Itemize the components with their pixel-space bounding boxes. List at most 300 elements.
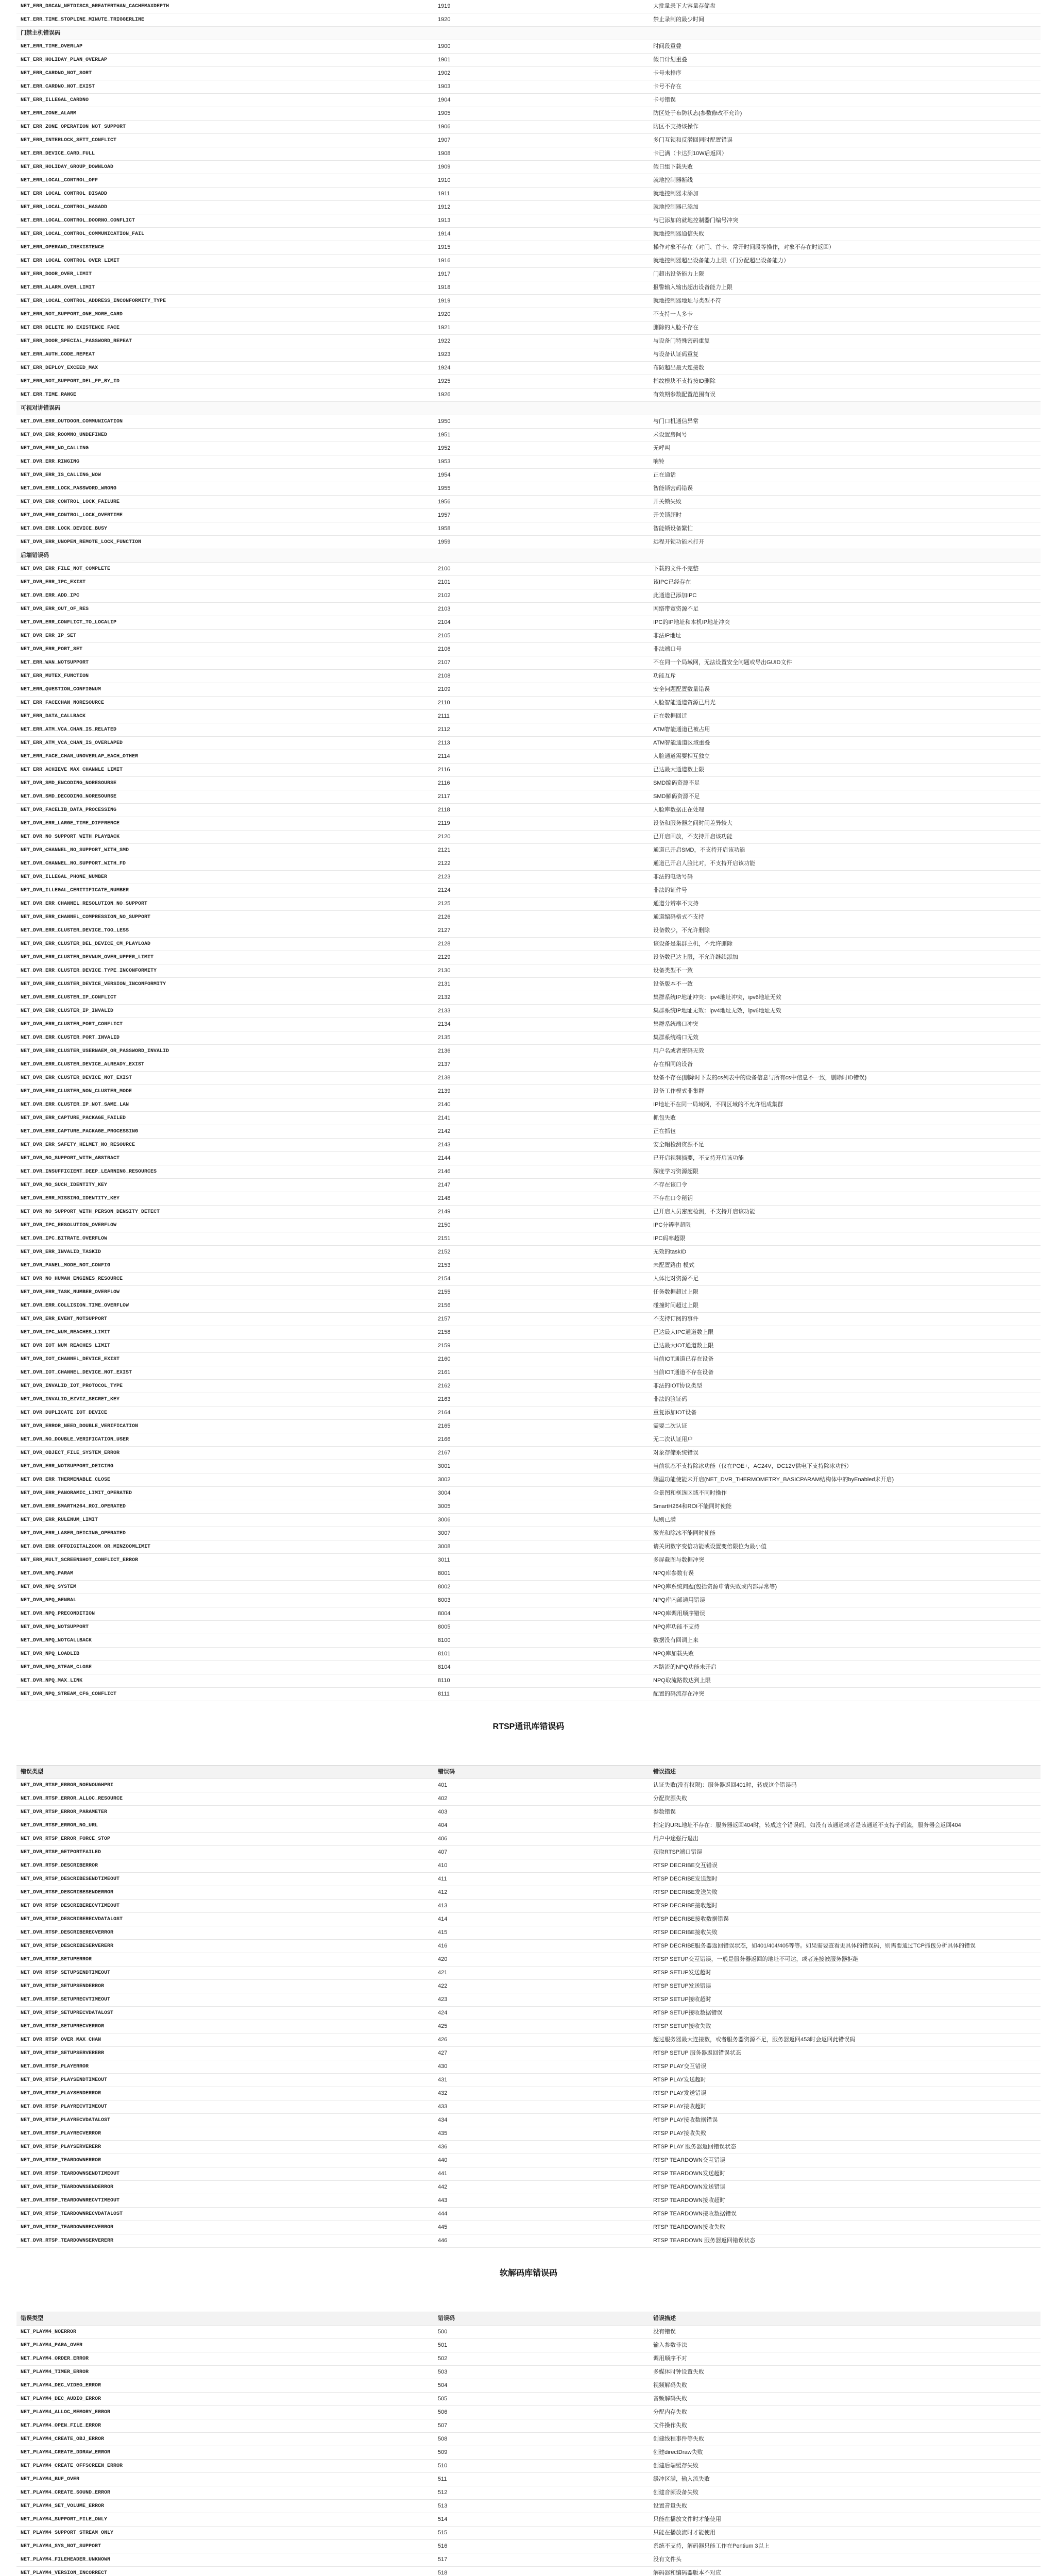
error-name-cell: NET_DVR_RTSP_PLAYSENDTIMEOUT: [16, 2074, 434, 2087]
error-name-cell: NET_DVR_ERR_CLUSTER_DEVICE_VERSION_INCONFORMITY: [16, 978, 434, 991]
error-code-cell: 8110: [434, 1674, 649, 1688]
error-name-cell: NET_DVR_SMD_ENCODING_NORESOURSE: [16, 777, 434, 790]
error-code-cell: 3005: [434, 1500, 649, 1514]
error-desc-cell: 分配资源失败: [649, 1792, 1041, 1806]
error-desc-cell: 创建directDraw失败: [649, 2446, 1041, 2460]
table-row: [16, 147, 1041, 161]
error-code-cell: 2155: [434, 1286, 649, 1299]
table-row: [16, 1152, 1041, 1165]
error-name-cell: NET_PLAYM4_ORDER_ERROR: [16, 2352, 434, 2366]
error-desc-cell: 请关闭数字变倍功能或设置变倍限位为最小值: [649, 1540, 1041, 1554]
error-name-cell: NET_DVR_NO_HUMAN_ENGINES_RESOURCE: [16, 1273, 434, 1286]
error-name-cell: NET_DVR_CHANNEL_NO_SUPPORT_WITH_FD: [16, 857, 434, 871]
error-code-cell: 504: [434, 2379, 649, 2393]
table-row: [16, 1273, 1041, 1286]
column-header-code: 错误码: [434, 2312, 649, 2326]
error-name-cell: NET_DVR_RTSP_DESCRIBERECVTIMEOUT: [16, 1900, 434, 1913]
error-name-cell: NET_DVR_RTSP_DESCRIBESENDTIMEOUT: [16, 1873, 434, 1886]
error-code-cell: 403: [434, 1806, 649, 1819]
error-code-cell: 423: [434, 1993, 649, 2007]
table-row: [16, 2446, 1041, 2460]
error-desc-cell: RTSP SETUP接收超时: [649, 1993, 1041, 2007]
error-name-cell: NET_PLAYM4_DEC_VIDEO_ERROR: [16, 2379, 434, 2393]
error-name-cell: NET_DVR_NPQ_LOADLIB: [16, 1648, 434, 1661]
table-row: [16, 1286, 1041, 1299]
error-code-cell: 2106: [434, 643, 649, 656]
table-row: [16, 80, 1041, 94]
error-name-cell: NET_PLAYM4_SUPPORT_STREAM_ONLY: [16, 2527, 434, 2540]
error-desc-cell: 当前状态不支持除冰功能（仅在POE+，AC24V，DC12V供电下支持除冰功能）: [649, 1460, 1041, 1473]
error-code-cell: 1914: [434, 228, 649, 241]
error-desc-cell: 已达最大IOT通道数上限: [649, 1340, 1041, 1353]
error-code-cell: 8004: [434, 1607, 649, 1621]
error-name-cell: NET_ERR_DEVICE_CARD_FULL: [16, 147, 434, 161]
error-code-cell: 2110: [434, 697, 649, 710]
rtsp-error-table: [16, 1765, 1041, 2248]
error-desc-cell: 该设备是集群主机，不允许删除: [649, 938, 1041, 951]
table-row: [16, 188, 1041, 201]
error-desc-cell: RTSP DECRIBE发送超时: [649, 1873, 1041, 1886]
table-row: [16, 924, 1041, 938]
error-name-cell: NET_DVR_RTSP_SETUPRECVTIMEOUT: [16, 1993, 434, 2007]
error-desc-cell: 防区处于布防状态(参数修改不允许): [649, 107, 1041, 121]
error-code-cell: 1923: [434, 348, 649, 362]
table-row: [16, 1085, 1041, 1098]
error-desc-cell: 就地控制器断线: [649, 174, 1041, 188]
error-desc-cell: RTSP TEARDOWN接收失败: [649, 2221, 1041, 2234]
error-name-cell: NET_DVR_RTSP_DESCRIBERECVERROR: [16, 1926, 434, 1940]
error-desc-cell: 设备不存在(删除时下发的cs列表中的设备信息与所有cs中信息不一致，删除时ID错误): [649, 1072, 1041, 1085]
error-name-cell: NET_DVR_RTSP_SETUPRECVERROR: [16, 2020, 434, 2033]
error-desc-cell: RTSP TEARDOWN发送超时: [649, 2167, 1041, 2181]
error-name-cell: NET_DVR_RTSP_ERROR_NO_URL: [16, 1819, 434, 1833]
table-row: [16, 2419, 1041, 2433]
error-desc-cell: 重复添加IOT设备: [649, 1406, 1041, 1420]
table-row: [16, 831, 1041, 844]
error-code-cell: 2144: [434, 1152, 649, 1165]
player-error-table: [16, 2312, 1041, 2576]
error-code-cell: 2119: [434, 817, 649, 831]
error-code-cell: 1951: [434, 429, 649, 442]
table-row: [16, 335, 1041, 348]
table-row: [16, 2500, 1041, 2513]
table-row: [16, 1098, 1041, 1112]
error-name-cell: NET_DVR_ERR_CLUSTER_PORT_INVALID: [16, 1031, 434, 1045]
error-name-cell: NET_ERR_CARDNO_NOT_SORT: [16, 67, 434, 80]
error-desc-cell: RTSP PLAY接收失败: [649, 2127, 1041, 2141]
error-desc-cell: RTSP PLAY交互错误: [649, 2060, 1041, 2074]
table-row: [16, 737, 1041, 750]
error-name-cell: NET_DVR_ERR_COLLISION_TIME_OVERFLOW: [16, 1299, 434, 1313]
error-desc-cell: 当前IOT通道不存在设备: [649, 1366, 1041, 1380]
error-code-cell: 2131: [434, 978, 649, 991]
error-desc-cell: 无二次认证用户: [649, 1433, 1041, 1447]
table-row: [16, 1621, 1041, 1634]
error-name-cell: NET_DVR_ERR_LOCK_DEVICE_BUSY: [16, 522, 434, 536]
table-row: [16, 777, 1041, 790]
error-code-cell: 3002: [434, 1473, 649, 1487]
error-name-cell: NET_DVR_NPQ_PARAM: [16, 1567, 434, 1581]
error-code-cell: 503: [434, 2366, 649, 2379]
error-code-cell: 1913: [434, 214, 649, 228]
table-row: [16, 857, 1041, 871]
error-code-cell: 1906: [434, 121, 649, 134]
error-code-cell: 1958: [434, 522, 649, 536]
error-code-cell: 8104: [434, 1661, 649, 1674]
error-name-cell: NET_PLAYM4_SYS_NOT_SUPPORT: [16, 2540, 434, 2553]
group-header-row: [16, 27, 1041, 40]
error-desc-cell: 非法IP地址: [649, 630, 1041, 643]
table-row: [16, 415, 1041, 429]
error-desc-cell: 通道编码格式不支持: [649, 911, 1041, 924]
error-name-cell: NET_DVR_RTSP_ERROR_PARAMETER: [16, 1806, 434, 1819]
table-row: [16, 1406, 1041, 1420]
error-desc-cell: 卡号未排序: [649, 67, 1041, 80]
table-row: [16, 2074, 1041, 2087]
table-row: [16, 603, 1041, 616]
error-desc-cell: 参数错误: [649, 1806, 1041, 1819]
error-name-cell: NET_DVR_ERR_CLUSTER_DEL_DEVICE_CM_PLAYLOAD: [16, 938, 434, 951]
error-name-cell: NET_DVR_ERR_CONTROL_LOCK_FAILURE: [16, 496, 434, 509]
table-row: [16, 1594, 1041, 1607]
table-header-row: [16, 1766, 1041, 1779]
error-desc-cell: 多媒体时钟设置失败: [649, 2366, 1041, 2379]
error-code-cell: 446: [434, 2234, 649, 2248]
error-desc-cell: 操作对象不存在（对门、首卡、常开时间段等操作，对象不存在时返回）: [649, 241, 1041, 255]
error-desc-cell: 已开启人员密度检测，不支持开启该功能: [649, 1206, 1041, 1219]
error-code-cell: 2166: [434, 1433, 649, 1447]
error-code-cell: 8100: [434, 1634, 649, 1648]
error-desc-cell: RTSP DECRIBE接收数据错误: [649, 1913, 1041, 1926]
table-row: [16, 509, 1041, 522]
error-name-cell: NET_DVR_INVALID_IOT_PROTOCOL_TYPE: [16, 1380, 434, 1393]
error-desc-cell: ATM智能通道已被占用: [649, 723, 1041, 737]
table-row: [16, 2540, 1041, 2553]
error-code-cell: 416: [434, 1940, 649, 1953]
error-desc-cell: 防区不支持该操作: [649, 121, 1041, 134]
error-code-cell: 1959: [434, 536, 649, 549]
error-desc-cell: ATM智能通道区域重叠: [649, 737, 1041, 750]
error-code-cell: 3006: [434, 1514, 649, 1527]
error-code-cell: 1901: [434, 54, 649, 67]
table-row: [16, 107, 1041, 121]
error-name-cell: NET_DVR_PANEL_MODE_NOT_CONFIG: [16, 1259, 434, 1273]
error-name-cell: NET_ERR_MULT_SCREENSHOT_CONFLICT_ERROR: [16, 1554, 434, 1567]
error-name-cell: NET_DVR_ERR_CLUSTER_NON_CLUSTER_MODE: [16, 1085, 434, 1098]
table-row: [16, 2406, 1041, 2419]
table-row: [16, 897, 1041, 911]
rtsp-section-title: RTSP通讯库错误码: [492, 1722, 565, 1731]
error-desc-cell: 全景图和框选区域不同时操作: [649, 1487, 1041, 1500]
table-row: [16, 1072, 1041, 1085]
error-desc-cell: 不存在该口令: [649, 1179, 1041, 1192]
table-row: [16, 94, 1041, 107]
table-row: [16, 1993, 1041, 2007]
error-name-cell: NET_DVR_ERR_UNOPEN_REMOTE_LOCK_FUNCTION: [16, 536, 434, 549]
error-name-cell: NET_DVR_RTSP_SETUPSERVERERR: [16, 2047, 434, 2060]
error-name-cell: NET_DVR_ERR_EVENT_NOTSUPPORT: [16, 1313, 434, 1326]
error-desc-cell: 不支持一人多卡: [649, 308, 1041, 321]
error-code-cell: 2140: [434, 1098, 649, 1112]
error-code-cell: 517: [434, 2553, 649, 2567]
error-name-cell: NET_DVR_RTSP_PLAYRECVERROR: [16, 2127, 434, 2141]
error-name-cell: NET_ERR_NOT_SUPPORT_DEL_FP_BY_ID: [16, 375, 434, 388]
error-name-cell: NET_DVR_NO_SUPPORT_WITH_PLAYBACK: [16, 831, 434, 844]
error-code-cell: 1956: [434, 496, 649, 509]
error-name-cell: NET_ERR_WAN_NOTSUPPORT: [16, 656, 434, 670]
group-header-row: [16, 549, 1041, 563]
error-name-cell: NET_DVR_ERR_CLUSTER_USERNAEM_OR_PASSWORD_INVALID: [16, 1045, 434, 1058]
error-desc-cell: 多屏截图与数据冲突: [649, 1554, 1041, 1567]
error-code-cell: 442: [434, 2181, 649, 2194]
error-name-cell: NET_DVR_NO_SUPPORT_WITH_ABSTRACT: [16, 1152, 434, 1165]
error-code-cell: 2142: [434, 1125, 649, 1139]
error-name-cell: NET_DVR_RTSP_PLAYSERVERERR: [16, 2141, 434, 2154]
table-row: [16, 2060, 1041, 2074]
error-code-cell: 1909: [434, 161, 649, 174]
error-code-cell: 1953: [434, 455, 649, 469]
error-name-cell: NET_ERR_INTERLOCK_SETT_CONFLICT: [16, 134, 434, 147]
error-desc-cell: 通道已开启人脸比对，不支持开启该功能: [649, 857, 1041, 871]
error-code-cell: 2141: [434, 1112, 649, 1125]
error-desc-cell: 人脸库数据正在处理: [649, 804, 1041, 817]
table-row: [16, 2366, 1041, 2379]
error-code-cell: 2116: [434, 764, 649, 777]
error-code-cell: 434: [434, 2114, 649, 2127]
table-row: [16, 1018, 1041, 1031]
error-desc-cell: 大批量录下大容量存储盘: [649, 0, 1041, 13]
table-row: [16, 1634, 1041, 1648]
error-code-cell: 3007: [434, 1527, 649, 1540]
error-name-cell: NET_PLAYM4_PARA_OVER: [16, 2339, 434, 2352]
table-row: [16, 241, 1041, 255]
error-desc-cell: 激光和除冰不能同时使能: [649, 1527, 1041, 1540]
error-name-cell: NET_DVR_ERR_MISSING_IDENTITY_KEY: [16, 1192, 434, 1206]
error-desc-cell: NPQ库功能不支持: [649, 1621, 1041, 1634]
error-name-cell: NET_DVR_ERR_LOCK_PASSWORD_WRONG: [16, 482, 434, 496]
error-code-cell: 1900: [434, 40, 649, 54]
error-desc-cell: 创建音频设备失败: [649, 2486, 1041, 2500]
error-desc-cell: RTSP TEARDOWN 服务器返回错误状态: [649, 2234, 1041, 2248]
error-code-cell: 1912: [434, 201, 649, 214]
error-desc-cell: 远程开锁功能未打开: [649, 536, 1041, 549]
error-desc-cell: 分配内存失败: [649, 2406, 1041, 2419]
table-row: [16, 0, 1041, 13]
error-desc-cell: 任务数据超过上限: [649, 1286, 1041, 1299]
error-desc-cell: 缓冲区满，输入流失败: [649, 2473, 1041, 2486]
table-row: [16, 2339, 1041, 2352]
error-name-cell: NET_ERR_ACHIEVE_MAX_CHANNLE_LIMIT: [16, 764, 434, 777]
table-row: [16, 40, 1041, 54]
error-desc-cell: NPQ库系统问题(包括资源申请失败或内部异常等): [649, 1581, 1041, 1594]
error-desc-cell: 设备数已达上限，不允许继续添加: [649, 951, 1041, 964]
error-code-cell: 1916: [434, 255, 649, 268]
error-code-cell: 2158: [434, 1326, 649, 1340]
table-row: [16, 2087, 1041, 2100]
error-desc-cell: 功能互斥: [649, 670, 1041, 683]
error-desc-cell: 不支持订阅的事件: [649, 1313, 1041, 1326]
table-row: [16, 1031, 1041, 1045]
error-name-cell: NET_DVR_ERR_ROOMNO_UNDEFINED: [16, 429, 434, 442]
error-name-cell: NET_ERR_AUTH_CODE_REPEAT: [16, 348, 434, 362]
error-code-cell: 431: [434, 2074, 649, 2087]
table-row: [16, 67, 1041, 80]
error-desc-cell: RTSP PLAY发送错误: [649, 2087, 1041, 2100]
table-row: [16, 2033, 1041, 2047]
error-code-cell: 2153: [434, 1259, 649, 1273]
error-name-cell: NET_DVR_RTSP_OVER_MAX_CHAN: [16, 2033, 434, 2047]
error-code-cell: 401: [434, 1779, 649, 1792]
error-desc-cell: 已达最大通道数上限: [649, 764, 1041, 777]
error-code-cell: 2105: [434, 630, 649, 643]
error-code-cell: 1926: [434, 388, 649, 402]
error-desc-cell: 指定的URL地址不存在：服务器返回404时，转成这个错误码。如没有该通道或者是该通道不支持子码流，服务器会返回404: [649, 1819, 1041, 1833]
error-code-cell: 510: [434, 2460, 649, 2473]
error-desc-cell: 当前IOT通道已存在设备: [649, 1353, 1041, 1366]
error-name-cell: NET_PLAYM4_CREATE_OBJ_ERROR: [16, 2433, 434, 2446]
error-name-cell: NET_DVR_NO_DOUBLE_VERIFICATION_USER: [16, 1433, 434, 1447]
error-name-cell: NET_DVR_NO_SUPPORT_WITH_PERSON_DENSITY_DETECT: [16, 1206, 434, 1219]
error-code-cell: 2101: [434, 576, 649, 589]
error-name-cell: NET_ERR_LOCAL_CONTROL_ADDRESS_INCONFORMITY_TYPE: [16, 295, 434, 308]
error-desc-cell: 门超出设备能力上限: [649, 268, 1041, 281]
error-name-cell: NET_ERR_FACE_CHAN_UNOVERLAP_EACH_OTHER: [16, 750, 434, 764]
main-error-table-body: [16, 0, 1041, 1701]
error-name-cell: NET_ERR_DOOR_OVER_LIMIT: [16, 268, 434, 281]
error-name-cell: NET_DVR_ERR_OUTDOOR_COMMUNICATION: [16, 415, 434, 429]
error-name-cell: NET_PLAYM4_CREATE_DDRAW_ERROR: [16, 2446, 434, 2460]
table-row: [16, 2553, 1041, 2567]
error-name-cell: NET_DVR_IPC_RESOLUTION_OVERFLOW: [16, 1219, 434, 1232]
error-desc-cell: RTSP DECRIBE接收失败: [649, 1926, 1041, 1940]
error-desc-cell: IPC分辨率超限: [649, 1219, 1041, 1232]
error-code-cell: 2156: [434, 1299, 649, 1313]
table-row: [16, 2326, 1041, 2339]
error-desc-cell: 与已添加的就地控制器门编号冲突: [649, 214, 1041, 228]
error-name-cell: NET_DVR_ERR_CLUSTER_DEVNUM_OVER_UPPER_LIMIT: [16, 951, 434, 964]
table-row: [16, 429, 1041, 442]
error-name-cell: NET_DVR_ERR_CLUSTER_DEVICE_ALREADY_EXIST: [16, 1058, 434, 1072]
table-row: [16, 844, 1041, 857]
error-code-cell: 410: [434, 1859, 649, 1873]
error-name-cell: NET_DVR_ERR_LARGE_TIME_DIFFRENCE: [16, 817, 434, 831]
table-row: [16, 1045, 1041, 1058]
error-desc-cell: [649, 27, 1041, 40]
error-name-cell: NET_DVR_ERR_FILE_NOT_COMPLETE: [16, 563, 434, 576]
table-row: [16, 308, 1041, 321]
error-name-cell: NET_DVR_RTSP_ERROR_ALLOC_RESOURCE: [16, 1792, 434, 1806]
error-code-cell: 2138: [434, 1072, 649, 1085]
error-name-cell: NET_DVR_NPQ_STREAM_CFG_CONFLICT: [16, 1688, 434, 1701]
error-code-cell: 404: [434, 1819, 649, 1833]
error-name-cell: NET_DVR_ILLEGAL_CERITIFICATE_NUMBER: [16, 884, 434, 897]
table-row: [16, 1607, 1041, 1621]
error-desc-cell: 已开启回放，不支持开启该功能: [649, 831, 1041, 844]
error-code-cell: 3004: [434, 1487, 649, 1500]
error-code-cell: 445: [434, 2221, 649, 2234]
error-code-cell: 3011: [434, 1554, 649, 1567]
error-name-cell: 后端错误码: [16, 549, 434, 563]
error-code-cell: 413: [434, 1900, 649, 1913]
error-desc-cell: 与设备门特殊密码重复: [649, 335, 1041, 348]
error-code-cell: 2114: [434, 750, 649, 764]
error-code-cell: 1919: [434, 295, 649, 308]
error-name-cell: NET_DVR_OBJECT_FILE_SYSTEM_ERROR: [16, 1447, 434, 1460]
table-row: [16, 1112, 1041, 1125]
error-desc-cell: 设备版本不一致: [649, 978, 1041, 991]
error-code-cell: 407: [434, 1846, 649, 1859]
error-code-cell: 1919: [434, 0, 649, 13]
table-row: [16, 790, 1041, 804]
error-name-cell: NET_ERR_LOCAL_CONTROL_DISADD: [16, 188, 434, 201]
table-row: [16, 442, 1041, 455]
error-name-cell: NET_ERR_ATM_VCA_CHAN_IS_RELATED: [16, 723, 434, 737]
error-code-cell: 8003: [434, 1594, 649, 1607]
error-code-cell: 2128: [434, 938, 649, 951]
error-desc-cell: 数据没有回调上来: [649, 1634, 1041, 1648]
table-row: [16, 1792, 1041, 1806]
error-code-cell: 436: [434, 2141, 649, 2154]
table-row: [16, 2513, 1041, 2527]
error-name-cell: NET_DVR_RTSP_TEARDOWNRECVTIMEOUT: [16, 2194, 434, 2208]
table-row: [16, 522, 1041, 536]
table-row: [16, 1380, 1041, 1393]
error-desc-cell: 获取RTSP端口错误: [649, 1846, 1041, 1859]
column-header-name: 错误类型: [16, 2312, 434, 2326]
error-code-cell: 2160: [434, 1353, 649, 1366]
error-code-cell: 8005: [434, 1621, 649, 1634]
error-code-cell: 2162: [434, 1380, 649, 1393]
error-code-cell: 1918: [434, 281, 649, 295]
error-desc-cell: 创建线程事件等失败: [649, 2433, 1041, 2446]
table-row: [16, 2234, 1041, 2248]
error-desc-cell: 通道已开启SMD，不支持开启该功能: [649, 844, 1041, 857]
error-code-cell: 2104: [434, 616, 649, 630]
error-name-cell: 可视对讲错误码: [16, 402, 434, 415]
error-desc-cell: RTSP TEARDOWN接收超时: [649, 2194, 1041, 2208]
error-code-cell: 421: [434, 1967, 649, 1980]
error-code-cell: 2154: [434, 1273, 649, 1286]
error-code-cell: 500: [434, 2326, 649, 2339]
error-code-cell: 1903: [434, 80, 649, 94]
error-name-cell: NET_DVR_RTSP_DESCRIBESERVERERR: [16, 1940, 434, 1953]
error-code-cell: 1904: [434, 94, 649, 107]
table-row: [16, 2486, 1041, 2500]
error-desc-cell: 对象存储系统错误: [649, 1447, 1041, 1460]
error-code-cell: 2130: [434, 964, 649, 978]
error-name-cell: NET_DVR_IPC_BITRATE_OVERFLOW: [16, 1232, 434, 1246]
column-header-desc: 错误描述: [649, 2312, 1041, 2326]
error-code-cell: 1902: [434, 67, 649, 80]
error-name-cell: NET_DVR_RTSP_SETUPRECVDATALOST: [16, 2007, 434, 2020]
error-desc-cell: 安全帽检测资源不足: [649, 1139, 1041, 1152]
error-desc-cell: NPQ取流路数达到上限: [649, 1674, 1041, 1688]
error-desc-cell: 本路流的NPQ功能未开启: [649, 1661, 1041, 1674]
error-desc-cell: NPQ库内部通用错误: [649, 1594, 1041, 1607]
error-name-cell: NET_DVR_ERR_INVALID_TASKID: [16, 1246, 434, 1259]
error-code-cell: 420: [434, 1953, 649, 1967]
error-code-cell: 425: [434, 2020, 649, 2033]
error-desc-cell: 抓包失败: [649, 1112, 1041, 1125]
error-name-cell: NET_DVR_RTSP_PLAYRECVTIMEOUT: [16, 2100, 434, 2114]
table-row: [16, 1926, 1041, 1940]
error-name-cell: NET_DVR_ERR_TASK_NUMBER_OVERFLOW: [16, 1286, 434, 1299]
table-row: [16, 1353, 1041, 1366]
error-desc-cell: SMD编码资源不足: [649, 777, 1041, 790]
table-row: [16, 589, 1041, 603]
error-desc-cell: 用户名或者密码无效: [649, 1045, 1041, 1058]
error-desc-cell: RTSP DECRIBE交互错误: [649, 1859, 1041, 1873]
